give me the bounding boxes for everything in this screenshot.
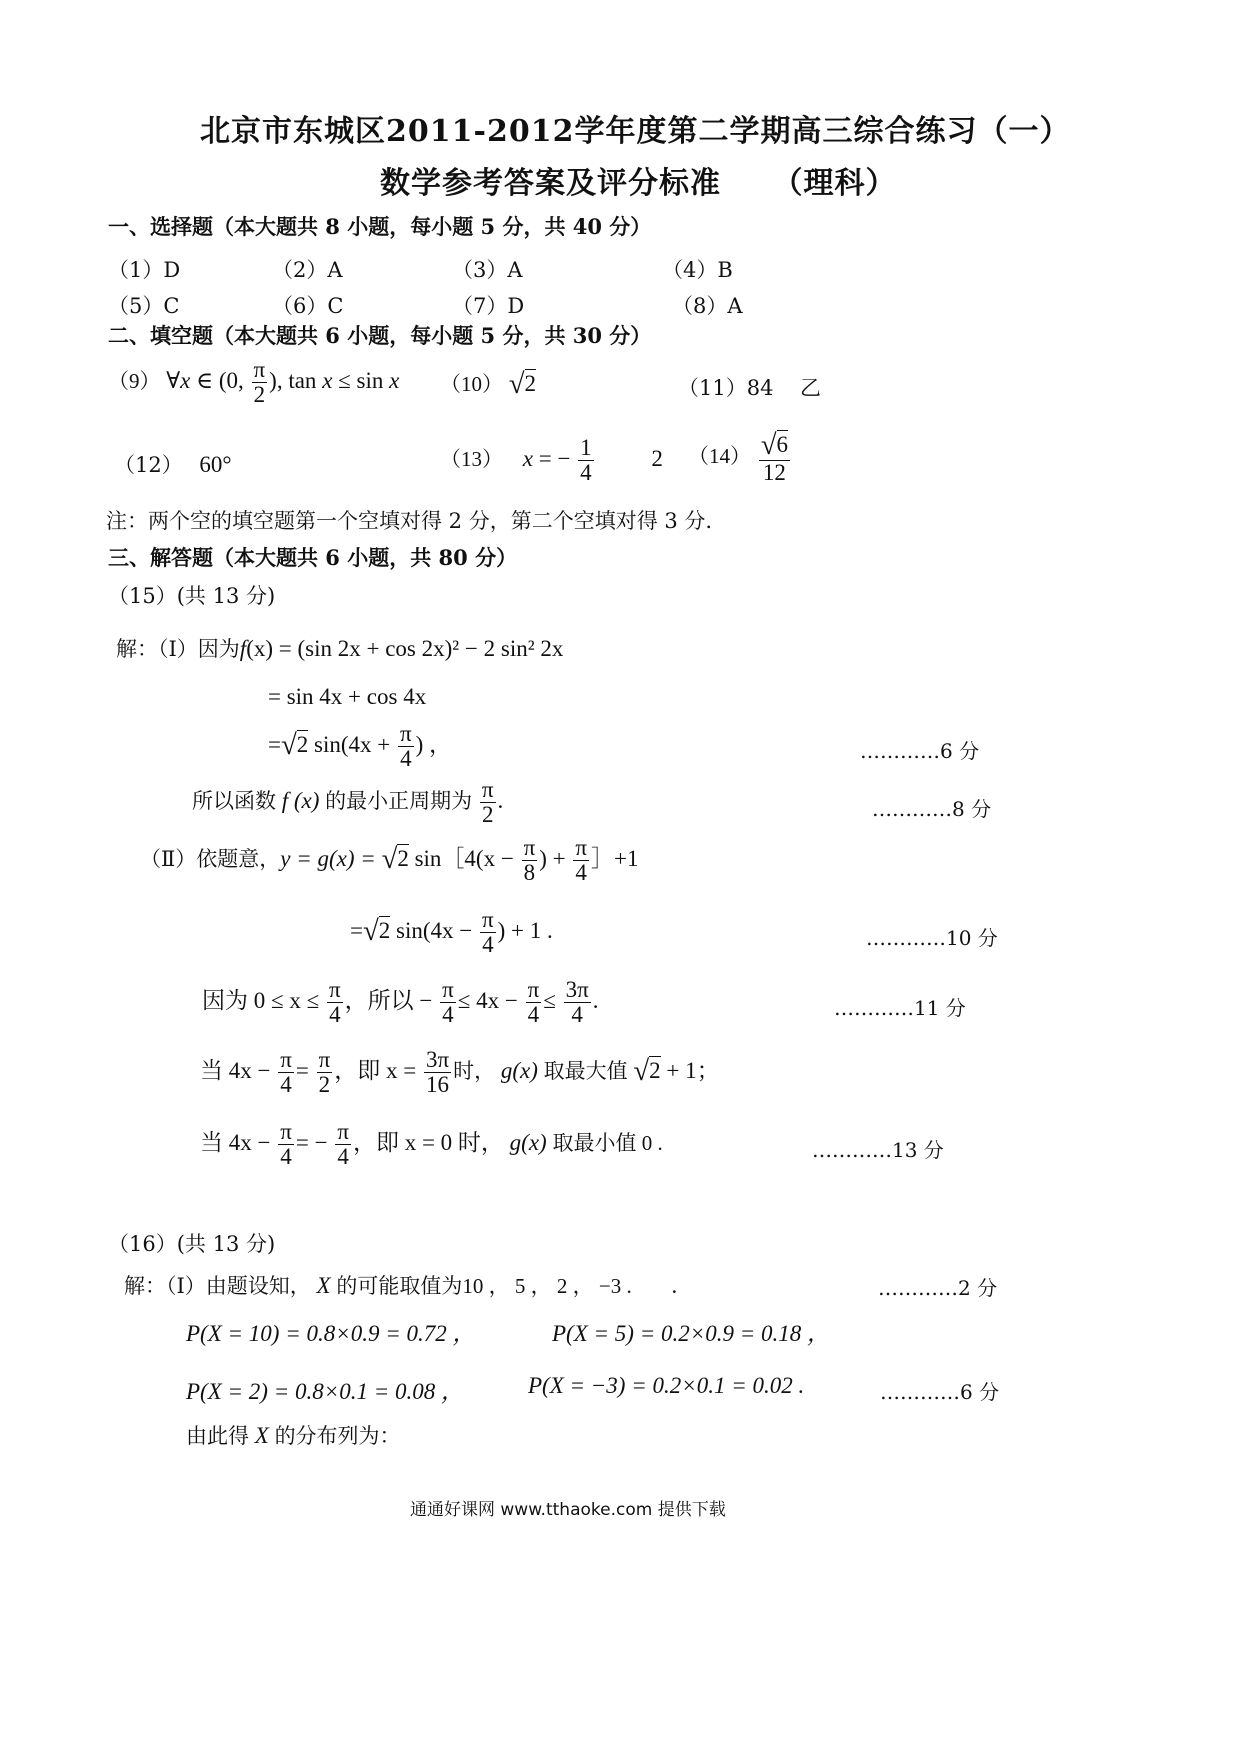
fraction-pi-over-4: $\frac{\pi}{4}$ bbox=[482, 907, 494, 958]
var-x: x bbox=[522, 445, 533, 471]
sqrt-2: √2 bbox=[362, 914, 391, 947]
q13-second: 2 bbox=[651, 445, 663, 471]
subtitle-text: 数学参考答案及评分标准 bbox=[380, 166, 721, 201]
var-x: x bbox=[180, 367, 191, 393]
q12-value: 60° bbox=[199, 452, 232, 477]
fraction-pi-over-2: $\frac{\pi}{2}$ bbox=[253, 357, 266, 408]
fraction-pi-over-4: $\frac{\pi}{4}$ bbox=[329, 977, 341, 1028]
sqrt-2: √2 bbox=[508, 368, 537, 400]
mc-answer-2: （2）A bbox=[272, 258, 343, 282]
score-q16-2: …………2 分 bbox=[878, 1276, 998, 1300]
mc-answer-7: （7）D bbox=[452, 294, 525, 318]
q9-interval: ∈ (0, bbox=[190, 367, 244, 393]
fill-answer-14 bbox=[688, 430, 792, 485]
q16-line1: 解：（Ⅰ）由题设知， X 的可能取值为10 ， 5 ， 2 ， −3 . . bbox=[124, 1273, 678, 1298]
fill-answer-11: （11）84 bbox=[678, 376, 774, 400]
section2-heading: 二、填空题（本大题共 6 小题，每小题 5 分，共 30 分） bbox=[108, 323, 652, 348]
q9-tan: ), tan bbox=[269, 367, 323, 393]
section1-heading: 一、选择题（本大题共 8 小题，每小题 5 分，共 40 分） bbox=[108, 214, 652, 239]
fraction-sqrt6-over-12: $\frac{√6}{12}$ bbox=[760, 429, 789, 486]
subtitle-tag: （理科） bbox=[772, 166, 897, 201]
q15-line8: 当 4x − $\frac{\pi}{4}$ = $\frac{\pi}{2}$ ，即 x = $\frac{3\pi}{16}$ 时， g(x) 取最大值 √2 + 1； bbox=[200, 1047, 720, 1098]
fraction-pi-over-2: $\frac{\pi}{2}$ bbox=[481, 777, 494, 828]
q9-label: （9） bbox=[108, 368, 161, 393]
forall-symbol: ∀ bbox=[166, 367, 181, 393]
page-footer: 通通好课网 www.tthaoke.com 提供下载 bbox=[410, 1500, 726, 1520]
q16-header: （16）(共 13 分) bbox=[108, 1232, 276, 1256]
q15-line4: 所以函数 f (x) 的最小正周期为 $\frac{\pi}{2}$ . bbox=[192, 777, 504, 828]
mc-answer-5: （5）C bbox=[108, 294, 180, 318]
fraction-pi-over-4: $\frac{\pi}{4}$ bbox=[280, 1047, 292, 1098]
mc-answer-4: （4）B bbox=[662, 258, 733, 282]
q14-label: （14） bbox=[688, 443, 751, 468]
fraction-pi-over-4: $\frac{\pi}{4}$ bbox=[527, 977, 540, 1028]
fill-answer-11-extra: 乙 bbox=[800, 376, 821, 400]
fraction-pi-over-4: $\frac{\pi}{4}$ bbox=[575, 835, 587, 886]
q16-prob-2: P(X = 5) = 0.2×0.9 = 0.18 ， bbox=[552, 1321, 830, 1346]
fill-answer-13 bbox=[440, 436, 663, 485]
mc-answer-3: （3）A bbox=[452, 258, 523, 282]
q15-line2: = sin 4x + cos 4x bbox=[268, 684, 427, 709]
score-q15-10: …………10 分 bbox=[866, 926, 998, 950]
fraction-pi-over-4: $\frac{\pi}{4}$ bbox=[337, 1119, 349, 1170]
sqrt-2: √2 bbox=[381, 842, 409, 875]
q13-label: （13） bbox=[440, 446, 503, 471]
q12-label: （12） bbox=[114, 453, 183, 477]
fill-answer-12 bbox=[114, 449, 232, 479]
fraction-3pi-over-4: $\frac{3\pi}{4}$ bbox=[565, 977, 589, 1028]
q16-prob-3: P(X = 2) = 0.8×0.1 = 0.08 ， bbox=[186, 1379, 464, 1404]
q15-line9: 当 4x − $\frac{\pi}{4}$ = − $\frac{\pi}{4}$ ，即 x = 0 时， g(x) 取最小值 0 . bbox=[200, 1119, 663, 1170]
q15-line6: =√2 sin(4x − $\frac{\pi}{4}$ ) + 1 . bbox=[350, 907, 553, 958]
q10-label: （10） bbox=[440, 372, 503, 396]
section3-heading: 三、解答题（本大题共 6 小题，共 80 分） bbox=[108, 545, 518, 570]
page-subtitle bbox=[380, 158, 896, 202]
fraction-pi-over-8: $\frac{\pi}{8}$ bbox=[523, 835, 536, 886]
mc-answer-8: （8）A bbox=[672, 294, 743, 318]
q13-eq: = − bbox=[532, 445, 571, 471]
score-q15-6: …………6 分 bbox=[860, 739, 980, 763]
sqrt-2: √2 bbox=[633, 1054, 661, 1087]
q15-line7: 因为 0 ≤ x ≤ $\frac{\pi}{4}$ ，所以 − $\frac{\pi}{4}$ ≤ 4x − $\frac{\pi}{4}$ ≤ $\frac{3\pi}{4}$ . bbox=[202, 977, 599, 1028]
fraction-pi-over-4: $\frac{\pi}{4}$ bbox=[400, 721, 412, 772]
score-q15-11: …………11 分 bbox=[834, 996, 966, 1020]
section2-note: 注：两个空的填空题第一个空填对得 2 分，第二个空填对得 3 分. bbox=[106, 509, 713, 533]
fraction-pi-over-4: $\frac{\pi}{4}$ bbox=[280, 1119, 292, 1170]
fraction-3pi-over-16: $\frac{3\pi}{16}$ bbox=[425, 1047, 450, 1098]
mc-answer-1: （1）D bbox=[108, 258, 181, 282]
q9-sin: ≤ sin bbox=[332, 367, 390, 393]
fraction-1-over-4: $\frac{1}{4}$ bbox=[580, 435, 592, 486]
score-q16-6: …………6 分 bbox=[880, 1380, 1000, 1404]
mc-answer-6: （6）C bbox=[272, 294, 344, 318]
score-q15-13: …………13 分 bbox=[812, 1138, 944, 1162]
page-title: 北京市东城区2011-2012学年度第二学期高三综合练习（一） bbox=[200, 114, 1071, 149]
fraction-pi-over-4: $\frac{\pi}{4}$ bbox=[442, 977, 454, 1028]
q15-header: （15）(共 13 分) bbox=[108, 584, 276, 608]
q16-prob-1: P(X = 10) = 0.8×0.9 = 0.72 ， bbox=[186, 1321, 476, 1346]
score-q15-8: …………8 分 bbox=[872, 797, 992, 821]
fill-answer-9: （9） ∀x ∈ (0, $\frac{\pi}{2}$ ), tan x ≤ sin x bbox=[108, 357, 400, 408]
fill-answer-10 bbox=[440, 368, 536, 401]
fraction-pi-over-2: $\frac{\pi}{2}$ bbox=[318, 1047, 331, 1098]
sqrt-2: √2 bbox=[280, 728, 309, 761]
q16-dist-line: 由此得 X 的分布列为： bbox=[186, 1423, 401, 1448]
q15-line1: 解：（Ⅰ）因为f(x) = (sin 2x + cos 2x)² − 2 sin² 2x bbox=[116, 636, 564, 661]
q16-prob-4: P(X = −3) = 0.2×0.1 = 0.02 . bbox=[528, 1373, 805, 1398]
q15-line5: （Ⅱ）依题意，y = g(x) = √2 sin［4(x − $\frac{\pi}{8}$ ) + $\frac{\pi}{4}$ ］+1 bbox=[140, 835, 639, 886]
q15-line3: =√2 sin(4x + $\frac{\pi}{4}$ ) ， bbox=[268, 721, 453, 772]
